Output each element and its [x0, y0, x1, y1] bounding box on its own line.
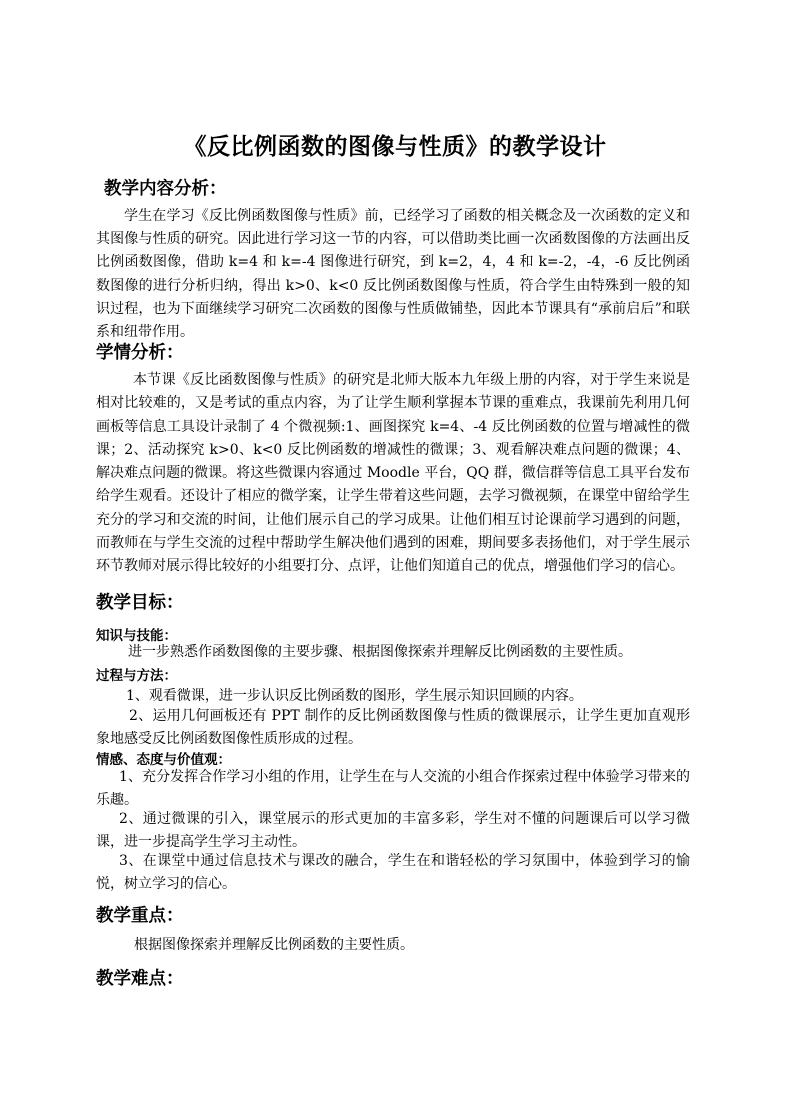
heading-attitude-values: 情感、态度与价值观： — [96, 752, 231, 768]
heading-learner-analysis: 学情分析： — [96, 343, 184, 363]
paragraph-content-analysis: 学生在学习《反比例函数图像与性质》前，已经学习了函数的相关概念及一次函数的定义和其图像与性质的研究。因此进行学习这一节的内容，可以借助类比画一次函数图像的方法画出反比例函数图像，借助 k=4 和 k=-4 图像进行研究，到 k=2，4，4 和 k=-2，-4，-6 反比例函数图像的进行分析归纳，得出 k>0、k<0 反比例函数图像与性质，符合学生由特殊到一般的知识过程，也为下面继续学习研究二次函数的图像与性质做铺垫，因此本节课具有“承前启后”和联系和纽带作用。 — [96, 208, 690, 341]
heading-difficulties: 教学难点： — [96, 969, 184, 989]
text-process-item-1: 1、观看微课，进一步认识反比例函数的图形，学生展示知识回顾的内容。 — [126, 688, 583, 704]
text-knowledge-skills: 进一步熟悉作函数图像的主要步骤、根据图像探索并理解反比例函数的主要性质。 — [128, 644, 632, 660]
text-attitude-item-2: 2、通过微课的引入，课堂展示的形式更加的丰富多彩，学生对不懂的问题课后可以学习微课，进一步提高学生学习主动性。 — [96, 811, 690, 851]
text-process-item-2: 2、运用几何画板还有 PPT 制作的反比例函数图像与性质的微课展示，让学生更加直观形象地感受反比例函数图像性质形成的过程。 — [96, 708, 690, 748]
heading-knowledge-skills: 知识与技能： — [96, 628, 177, 644]
heading-key-points: 教学重点： — [96, 906, 184, 926]
text-key-points: 根据图像探索并理解反比例函数的主要性质。 — [134, 937, 414, 953]
heading-content-analysis: 教学内容分析： — [104, 179, 227, 199]
heading-objectives: 教学目标： — [96, 593, 184, 613]
text-attitude-item-3: 3、在课堂中通过信息技术与课改的融合，学生在和谐轻松的学习氛围中，体验到学习的愉悦，树立学习的信心。 — [96, 853, 690, 893]
heading-process-methods: 过程与方法： — [96, 668, 177, 684]
paragraph-learner-analysis: 本节课《反比函数图像与性质》的研究是北师大版本九年级上册的内容，对于学生来说是相对比较难的，又是考试的重点内容，为了让学生顺利掌握本节课的重难点，我课前先利用几何画板等信息工具设计录制了 4 个微视频:1、画图探究 k=4、-4 反比例函数的位置与增减性的微课；2、活动探究 k>0、k<0 反比例函数的增减性的微课；3、观看解决难点问题的微课；4、解决难点问题的微课。将这些微课内容通过 Moodle 平台，QQ 群，微信群等信息工具平台发布给学生观看。还设计了相应的微学案，让学生带着这些问题，去学习微视频，在课堂中留给学生充分的学习和交流的时间，让他们展示自己的学习成果。让他们相互讨论课前学习遇到的问题，而教师在与学生交流的过程中帮助学生解决他们遇到的困难，期间要多表扬他们，对于学生展示环节教师对展示得比较好的小组要打分、点评，让他们知道自己的优点，增强他们学习的信心。 — [96, 372, 690, 575]
document-title: 《反比例函数的图像与性质》的教学设计 — [183, 133, 607, 160]
text-attitude-item-1: 1、充分发挥合作学习小组的作用，让学生在与人交流的小组合作探索过程中体验学习带来的乐趣。 — [96, 769, 690, 809]
